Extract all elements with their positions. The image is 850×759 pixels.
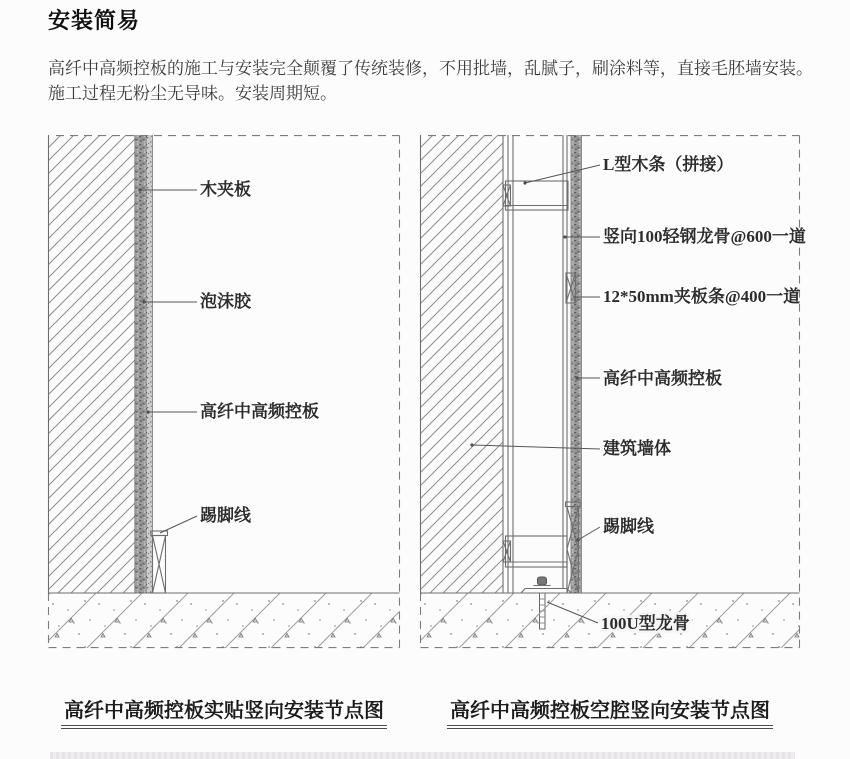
skirting-board bbox=[151, 531, 168, 593]
right-diagram-annotations bbox=[470, 154, 805, 633]
label-building-wall: 建筑墙体 bbox=[603, 439, 671, 458]
right-caption-text: 高纤中高频控板空腔竖向安装节点图 bbox=[447, 700, 773, 729]
panel-layer bbox=[571, 135, 582, 593]
next-section-edge bbox=[50, 752, 795, 759]
label-steel-keel: 竖向100轻钢龙骨@600一道 bbox=[603, 227, 806, 246]
building-wall-hatch bbox=[421, 135, 504, 593]
panel-layer bbox=[147, 135, 153, 593]
label-panel: 高纤中高频控板 bbox=[200, 402, 319, 421]
direct-mount-detail-diagram bbox=[48, 135, 400, 650]
label-l-wood-strip: L型木条（拼接） bbox=[603, 155, 734, 174]
left-caption-text: 高纤中高频控板实贴竖向安装节点图 bbox=[61, 700, 387, 729]
label-plywood-strip: 12*50mm夹板条@400一道 bbox=[603, 287, 801, 306]
left-diagram-caption bbox=[48, 694, 400, 723]
label-plywood: 木夹板 bbox=[200, 180, 251, 199]
label-foam-glue: 泡沫胶 bbox=[200, 292, 251, 311]
cavity-mount-detail-diagram bbox=[420, 135, 806, 650]
label-panel: 高纤中高频控板 bbox=[603, 369, 722, 388]
intro-paragraph: 高纤中高频控板的施工与安装完全颠覆了传统装修，不用批墙，乱腻子，刷涂料等，直接毛胚墙安装。施工过程无粉尘无导味。安装周期短。 bbox=[48, 59, 813, 103]
plywood-foam-layer bbox=[135, 135, 147, 593]
label-skirting: 踢脚线 bbox=[603, 517, 654, 536]
right-diagram-caption bbox=[420, 694, 800, 723]
page-title: 安装简易 bbox=[48, 8, 141, 33]
rough-wall-hatch bbox=[49, 135, 136, 593]
concrete-floor bbox=[49, 593, 400, 648]
label-u-keel: 100U型龙骨 bbox=[601, 614, 690, 633]
left-diagram-annotations bbox=[138, 179, 319, 533]
label-skirting: 踢脚线 bbox=[200, 506, 251, 525]
